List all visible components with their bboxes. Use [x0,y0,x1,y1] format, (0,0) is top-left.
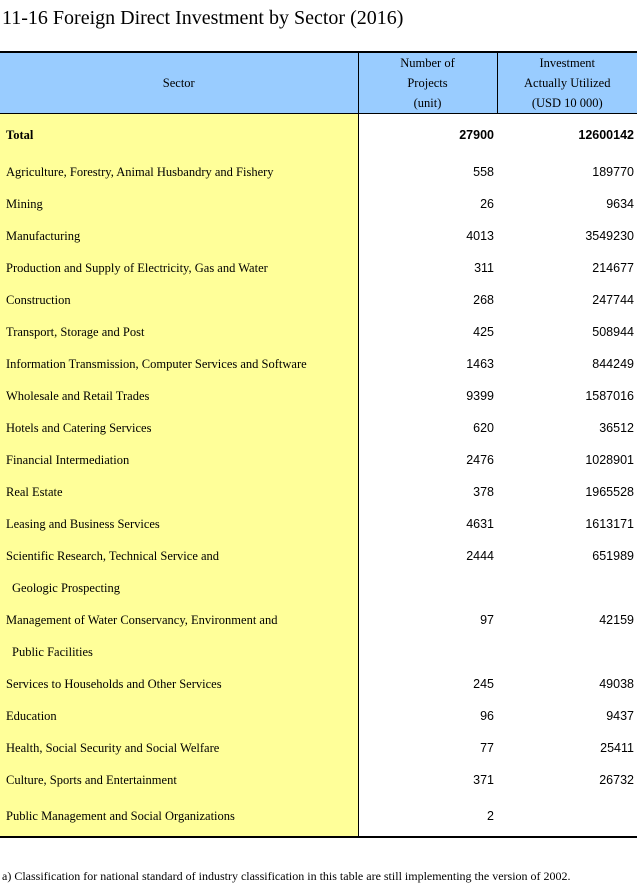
projects-cell: 96 [480,709,494,723]
table-row [0,764,637,796]
table-row [0,220,637,252]
sector-cell: Health, Social Security and Social Welfare [0,732,358,764]
investment-cell: 1028901 [585,453,634,467]
projects-cell: 1463 [466,357,494,371]
investment-cell: 36512 [599,421,634,435]
investment-cell: 508944 [592,325,634,339]
projects-cell: 558 [473,165,494,179]
investment-cell: 1587016 [585,389,634,403]
sector-cell: Education [0,700,358,732]
projects-cell: 620 [473,421,494,435]
investment-cell: 12600142 [578,128,634,142]
investment-cell: 1965528 [585,485,634,499]
table-row [0,316,637,348]
sector-cell: Geologic Prospecting [0,572,358,604]
projects-cell: 245 [473,677,494,691]
projects-cell: 2 [358,796,497,837]
projects-cell: 4013 [466,229,494,243]
header-investment-line: Investment [539,56,596,70]
table-row [0,796,637,837]
header-projects [358,52,497,114]
investment-cell: 651989 [592,549,634,563]
projects-cell: 26 [480,197,494,211]
table-row [0,668,637,700]
projects-cell: 4631 [466,517,494,531]
projects-cell: 311 [474,261,494,275]
sector-cell: Production and Supply of Electricity, Gas and Water [0,252,358,284]
sector-cell: Information Transmission, Computer Services and Software [0,348,358,380]
table-row [0,188,637,220]
projects-cell: 97 [480,613,494,627]
table-row [0,540,637,572]
table-row [0,156,637,188]
projects-cell: 268 [473,293,494,307]
projects-cell: 371 [473,773,494,787]
table-row [0,252,637,284]
sector-cell: Scientific Research, Technical Service and [0,540,358,572]
projects-cell: 27900 [459,128,494,142]
sector-cell: Transport, Storage and Post [0,316,358,348]
investment-cell: 1613171 [585,517,634,531]
page-title: 11-16 Foreign Direct Investment by Sector (2016) [2,7,404,29]
sector-cell: Public Management and Social Organizations [0,796,358,837]
investment-cell: 49038 [599,677,634,691]
investment-cell [497,636,637,668]
header-projects-line: (unit) [413,96,442,110]
sector-cell: Financial Intermediation [0,444,358,476]
investment-cell: 26732 [599,773,634,787]
projects-cell: 425 [473,325,494,339]
sector-cell: Construction [0,284,358,316]
investment-cell: 189770 [592,165,634,179]
header-sector: Sector [0,52,358,114]
investment-cell: 3549230 [585,229,634,243]
sector-cell: Leasing and Business Services [0,508,358,540]
investment-cell: 844249 [592,357,634,371]
sector-cell: Management of Water Conservancy, Environment and [0,604,358,636]
projects-cell [358,636,497,668]
sector-cell: Public Facilities [0,636,358,668]
investment-cell [497,572,637,604]
header-investment-line: (USD 10 000) [531,96,603,110]
sector-cell: Mining [0,188,358,220]
investment-cell: 42159 [599,613,634,627]
sector-cell: Agriculture, Forestry, Animal Husbandry and Fishery [0,156,358,188]
projects-cell: 378 [473,485,494,499]
projects-cell: 2444 [466,549,494,563]
investment-cell: 9437 [606,709,634,723]
sector-cell: Manufacturing [0,220,358,252]
sector-cell: Real Estate [0,476,358,508]
table-row-total [0,114,637,157]
table-row [0,380,637,412]
investment-cell: 9634 [606,197,634,211]
sector-cell: Total [0,114,358,157]
investment-cell: 214677 [592,261,634,275]
header-investment-line: Actually Utilized [524,76,611,90]
table-row-continuation [0,636,637,668]
table-row [0,508,637,540]
projects-cell: 2476 [466,453,494,467]
table-row [0,476,637,508]
table-row [0,348,637,380]
table-row [0,732,637,764]
table-row [0,412,637,444]
investment-cell: 25411 [600,741,634,755]
header-investment [497,52,637,114]
table-header-row [0,52,637,114]
projects-cell: 9399 [466,389,494,403]
sector-cell: Hotels and Catering Services [0,412,358,444]
fdi-table [0,51,637,838]
investment-cell: 247744 [592,293,634,307]
table-row [0,700,637,732]
footnote: a) Classification for national standard of industry classification in this table are still implementing the version of 2002. [2,869,571,883]
table-row [0,604,637,636]
header-projects-line: Projects [407,76,448,90]
header-projects-line: Number of [400,56,455,70]
sector-cell: Services to Households and Other Services [0,668,358,700]
sector-cell: Wholesale and Retail Trades [0,380,358,412]
projects-cell [358,572,497,604]
sector-cell: Culture, Sports and Entertainment [0,764,358,796]
table-row-continuation [0,572,637,604]
table-row [0,284,637,316]
projects-cell: 77 [480,741,494,755]
table-row [0,444,637,476]
investment-cell [497,796,637,837]
